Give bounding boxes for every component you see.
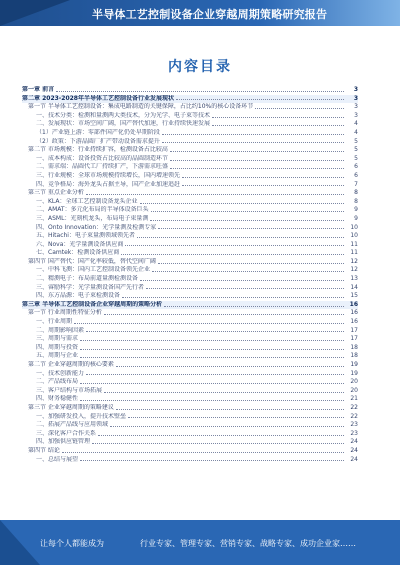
toc-entry[interactable]: [22, 249, 358, 258]
toc-page-number: 14: [350, 283, 358, 291]
toc-leader-dots: [116, 366, 344, 367]
toc-leader-dots: [158, 263, 344, 264]
table-of-contents: [22, 86, 358, 464]
toc-entry[interactable]: [22, 163, 358, 172]
toc-page-number: 16: [349, 300, 358, 308]
footer-slogan: 让每个人都能成为: [40, 539, 104, 548]
toc-entry-title: 第三节 企业穿越周期的策略建议: [28, 403, 114, 411]
toc-page-number: 20: [350, 386, 358, 394]
toc-entry-title: 二、产品线布局: [36, 378, 79, 386]
toc-leader-dots: [62, 452, 344, 453]
toc-leader-dots: [121, 254, 344, 255]
toc-page-number: 18: [350, 352, 358, 360]
toc-leader-dots: [80, 357, 344, 358]
toc-entry-title: 四、Onto Innovation：光学量测及检测专家: [36, 223, 157, 231]
toc-entry-title: 五、周期与企业: [36, 352, 79, 360]
toc-leader-dots: [104, 392, 344, 393]
toc-leader-dots: [80, 460, 344, 461]
toc-entry[interactable]: [22, 172, 358, 181]
toc-entry[interactable]: [22, 215, 358, 224]
toc-entry[interactable]: [22, 395, 358, 404]
toc-entry[interactable]: [22, 309, 358, 318]
toc-leader-dots: [140, 203, 344, 204]
toc-leader-dots: [128, 417, 344, 418]
toc-leader-dots: [80, 349, 344, 350]
toc-page-number: 23: [350, 429, 358, 437]
toc-page-number: 24: [350, 455, 358, 463]
footer-accent: [0, 520, 40, 565]
toc-leader-dots: [98, 435, 344, 436]
toc-page-number: 16: [350, 309, 358, 317]
toc-page-number: 18: [350, 343, 358, 351]
toc-leader-dots: [255, 108, 344, 109]
toc-entry[interactable]: [22, 258, 358, 267]
toc-page-number: 6: [354, 171, 358, 179]
toc-entry[interactable]: [22, 378, 358, 387]
page-header: [0, 0, 400, 30]
toc-leader-dots: [182, 177, 344, 178]
toc-leader-dots: [164, 306, 344, 307]
toc-entry-title: 一、加强研发投入，提升技术壁垒: [36, 412, 127, 420]
toc-page-number: 22: [350, 403, 358, 411]
toc-page-number: 20: [350, 378, 358, 386]
toc-entry-title: 三、客户结构与市场拓展: [36, 386, 103, 394]
toc-page-number: 11: [350, 249, 358, 257]
toc-page-number: 12: [350, 257, 358, 265]
toc-entry-title: 二、拓展产品线与应用领域: [36, 421, 109, 429]
toc-entry-title: 四、竞争格局：海外龙头占据主导，国产企业加速追赶: [36, 180, 181, 188]
toc-heading: 内容目录: [168, 59, 232, 75]
toc-leader-dots: [146, 288, 344, 289]
toc-leader-dots: [170, 160, 344, 161]
toc-leader-dots: [212, 117, 344, 118]
toc-entry[interactable]: [22, 335, 358, 344]
toc-entry[interactable]: [22, 456, 358, 465]
toc-entry-title: 五、Hitachi：电子束量测领域领先者: [36, 232, 135, 240]
toc-entry-title: 一、总结与展望: [36, 455, 79, 463]
toc-entry[interactable]: [22, 275, 358, 284]
toc-page-number: 17: [350, 335, 358, 343]
toc-page-number: 8: [354, 189, 358, 197]
toc-entry[interactable]: [22, 292, 358, 301]
toc-leader-dots: [158, 228, 344, 229]
toc-entry-title: 三、行业规模：全球市场规模持续增长，国内增速领先: [36, 171, 181, 179]
toc-entry-title: 第三节 重点企业分析: [28, 189, 84, 197]
toc-entry[interactable]: [22, 421, 358, 430]
toc-entry[interactable]: [22, 120, 358, 129]
toc-entry[interactable]: [22, 413, 358, 422]
toc-entry-title: 二、AMAT：多元化布局的半导体设备巨头: [36, 206, 149, 214]
toc-leader-dots: [80, 383, 344, 384]
toc-leader-dots: [162, 134, 344, 135]
toc-entry-title: 一、技术分类：检测和量测两大类技术，分为光学、电子束等技术: [36, 111, 211, 119]
toc-page-number: 4: [354, 128, 358, 136]
toc-page-number: 19: [350, 361, 358, 368]
toc-page-number: 5: [354, 146, 358, 154]
toc-page-number: 22: [350, 412, 358, 420]
toc-entry[interactable]: [22, 224, 358, 233]
toc-entry-title: 二、周期影响因素: [36, 326, 85, 334]
toc-entry[interactable]: [22, 361, 358, 370]
toc-page-number: 21: [350, 395, 358, 403]
toc-entry[interactable]: [22, 404, 358, 413]
toc-entry-title: 三、ASML：光刻机龙头，布局电子束量测: [36, 214, 149, 222]
toc-leader-dots: [86, 194, 344, 195]
toc-page-number: 3: [354, 103, 358, 111]
toc-entry[interactable]: [22, 430, 358, 439]
toc-entry-title: 一、成本构成：设备投资占比较高的晶圆制造环节: [36, 154, 169, 162]
toc-entry[interactable]: [22, 181, 358, 190]
toc-leader-dots: [104, 314, 344, 315]
toc-page-number: 19: [350, 369, 358, 377]
report-title: 半导体工艺控制设备企业穿越周期策略研究报告: [92, 8, 328, 21]
toc-page-number: 8: [354, 197, 358, 205]
toc-page-number: 6: [354, 163, 358, 171]
toc-entry-title: 一、KLA：全球工艺控制设备龙头企业: [36, 197, 138, 205]
toc-entry[interactable]: [22, 206, 358, 215]
toc-leader-dots: [74, 323, 344, 324]
toc-leader-dots: [182, 185, 344, 186]
toc-leader-dots: [116, 409, 344, 410]
toc-entry-title: 二、需求端：晶圆代工厂持续扩产，下游需求旺盛: [36, 163, 169, 171]
toc-page-number: 3: [353, 86, 358, 93]
toc-leader-dots: [122, 297, 344, 298]
toc-entry[interactable]: [22, 241, 358, 250]
toc-page-number: 5: [354, 137, 358, 145]
toc-leader-dots: [92, 443, 344, 444]
toc-entry-title: 第一节 半导体工艺控制设备：集成电路制造的关键保障，占比约10%的核心设备环节: [28, 103, 254, 111]
toc-entry-title: 六、Nova：光学量测设备供应商: [36, 240, 124, 248]
toc-page-number: 9: [354, 214, 358, 222]
footer-tagline: 行业专家、管理专家、营销专家、战略专家、成功企业家……: [140, 539, 356, 548]
toc-entry[interactable]: [22, 370, 358, 379]
toc-leader-dots: [162, 142, 344, 143]
toc-entry-title: 三、周期与需求: [36, 335, 79, 343]
toc-leader-dots: [110, 426, 344, 427]
toc-entry[interactable]: [22, 447, 358, 456]
toc-page-number: 9: [354, 206, 358, 214]
toc-entry-title: 第一节 行业周期性特征分析: [28, 309, 102, 317]
toc-entry-title: 三、深化客户合作关系: [36, 429, 97, 437]
toc-leader-dots: [80, 400, 344, 401]
toc-leader-dots: [86, 331, 344, 332]
toc-entry-title: 第一章 前言: [22, 86, 55, 93]
toc-page-number: 15: [350, 292, 358, 300]
toc-entry-title: 一、行业周期: [36, 318, 73, 326]
toc-page-number: 4: [354, 120, 358, 128]
toc-leader-dots: [152, 271, 344, 272]
toc-entry[interactable]: [22, 387, 358, 396]
toc-leader-dots: [86, 374, 344, 375]
toc-entry[interactable]: [22, 155, 358, 164]
toc-entry[interactable]: [22, 438, 358, 447]
toc-entry[interactable]: [22, 95, 358, 104]
toc-entry[interactable]: [22, 327, 358, 336]
toc-entry-title: 一、技术创新能力: [36, 369, 85, 377]
toc-page-number: 16: [350, 318, 358, 326]
toc-entry-title: 四、财务稳健性: [36, 395, 79, 403]
toc-entry-title: （1）产业链上游：零部件国产化仍处早期阶段: [36, 128, 160, 136]
toc-entry-title: 三、睿励科学：光学量测设备国产先行者: [36, 283, 145, 291]
toc-entry-title: 七、Camtek：检测设备供应商: [36, 249, 120, 257]
toc-leader-dots: [125, 245, 344, 246]
toc-entry[interactable]: [22, 189, 358, 198]
toc-entry[interactable]: [22, 86, 358, 95]
toc-entry[interactable]: [22, 344, 358, 353]
toc-entry[interactable]: [22, 138, 358, 147]
toc-page-number: 11: [350, 240, 358, 248]
toc-leader-dots: [150, 220, 344, 221]
toc-entry-title: 四、周期与投资: [36, 343, 79, 351]
toc-entry[interactable]: [22, 103, 358, 112]
toc-page-number: 24: [350, 446, 358, 454]
toc-entry[interactable]: [22, 232, 358, 241]
toc-entry-title: 第四节 结论: [28, 446, 60, 454]
page-footer: [0, 520, 400, 565]
toc-page-number: 10: [350, 223, 358, 231]
toc-page-number: 17: [350, 326, 358, 334]
toc-leader-dots: [212, 125, 344, 126]
toc-entry[interactable]: [22, 266, 358, 275]
toc-entry[interactable]: [22, 318, 358, 327]
toc-page-number: 13: [350, 275, 358, 283]
toc-leader-dots: [170, 151, 344, 152]
toc-entry[interactable]: [22, 129, 358, 138]
toc-entry-title: 第三章 半导体工艺控制设备企业穿越周期的策略分析: [22, 300, 163, 308]
toc-entry-title: 第二章 2023-2028年半导体工艺控制设备行业发展现状: [22, 94, 174, 102]
toc-leader-dots: [80, 340, 344, 341]
toc-entry[interactable]: [22, 284, 358, 293]
toc-entry-title: 二、精测电子：布局前道量测检测设备: [36, 275, 139, 283]
toc-entry[interactable]: [22, 198, 358, 207]
toc-page-number: 12: [350, 266, 358, 274]
toc-page-number: 3: [353, 94, 358, 102]
toc-leader-dots: [151, 211, 344, 212]
toc-page-number: 3: [354, 111, 358, 119]
toc-leader-dots: [140, 280, 344, 281]
toc-leader-dots: [170, 168, 344, 169]
toc-entry-title: 一、中科飞测：国内工艺控制设备领先企业: [36, 266, 151, 274]
header-accent: [0, 0, 70, 26]
toc-leader-dots: [176, 99, 344, 100]
toc-entry[interactable]: [22, 352, 358, 361]
toc-entry-title: 第二节 市场规模：行业持续扩容，检测设备占比较高: [28, 146, 168, 154]
toc-page-number: 10: [350, 232, 358, 240]
toc-entry-title: （2）政策：下游晶圆厂扩产带动设备需求提升: [36, 137, 160, 145]
toc-entry-title: 第二节 企业穿越周期的核心要素: [28, 361, 114, 368]
toc-entry[interactable]: [22, 112, 358, 121]
toc-entry-title: 四、东方晶源：电子束检测设备: [36, 292, 121, 300]
toc-entry[interactable]: [22, 301, 358, 310]
toc-page-number: 7: [354, 180, 358, 188]
toc-leader-dots: [137, 237, 344, 238]
toc-entry-title: 第四节 国产替代：国产化率较低，替代空间广阔: [28, 257, 156, 265]
toc-page-number: 23: [350, 421, 358, 429]
toc-entry[interactable]: [22, 146, 358, 155]
toc-entry-title: 二、发展现状：市场空间广阔，国产替代加速，行业持续快速发展: [36, 120, 211, 128]
toc-page-number: 24: [350, 438, 358, 446]
toc-entry-title: 四、加强供应链管理: [36, 438, 91, 446]
toc-page-number: 5: [354, 154, 358, 162]
toc-leader-dots: [56, 91, 344, 92]
